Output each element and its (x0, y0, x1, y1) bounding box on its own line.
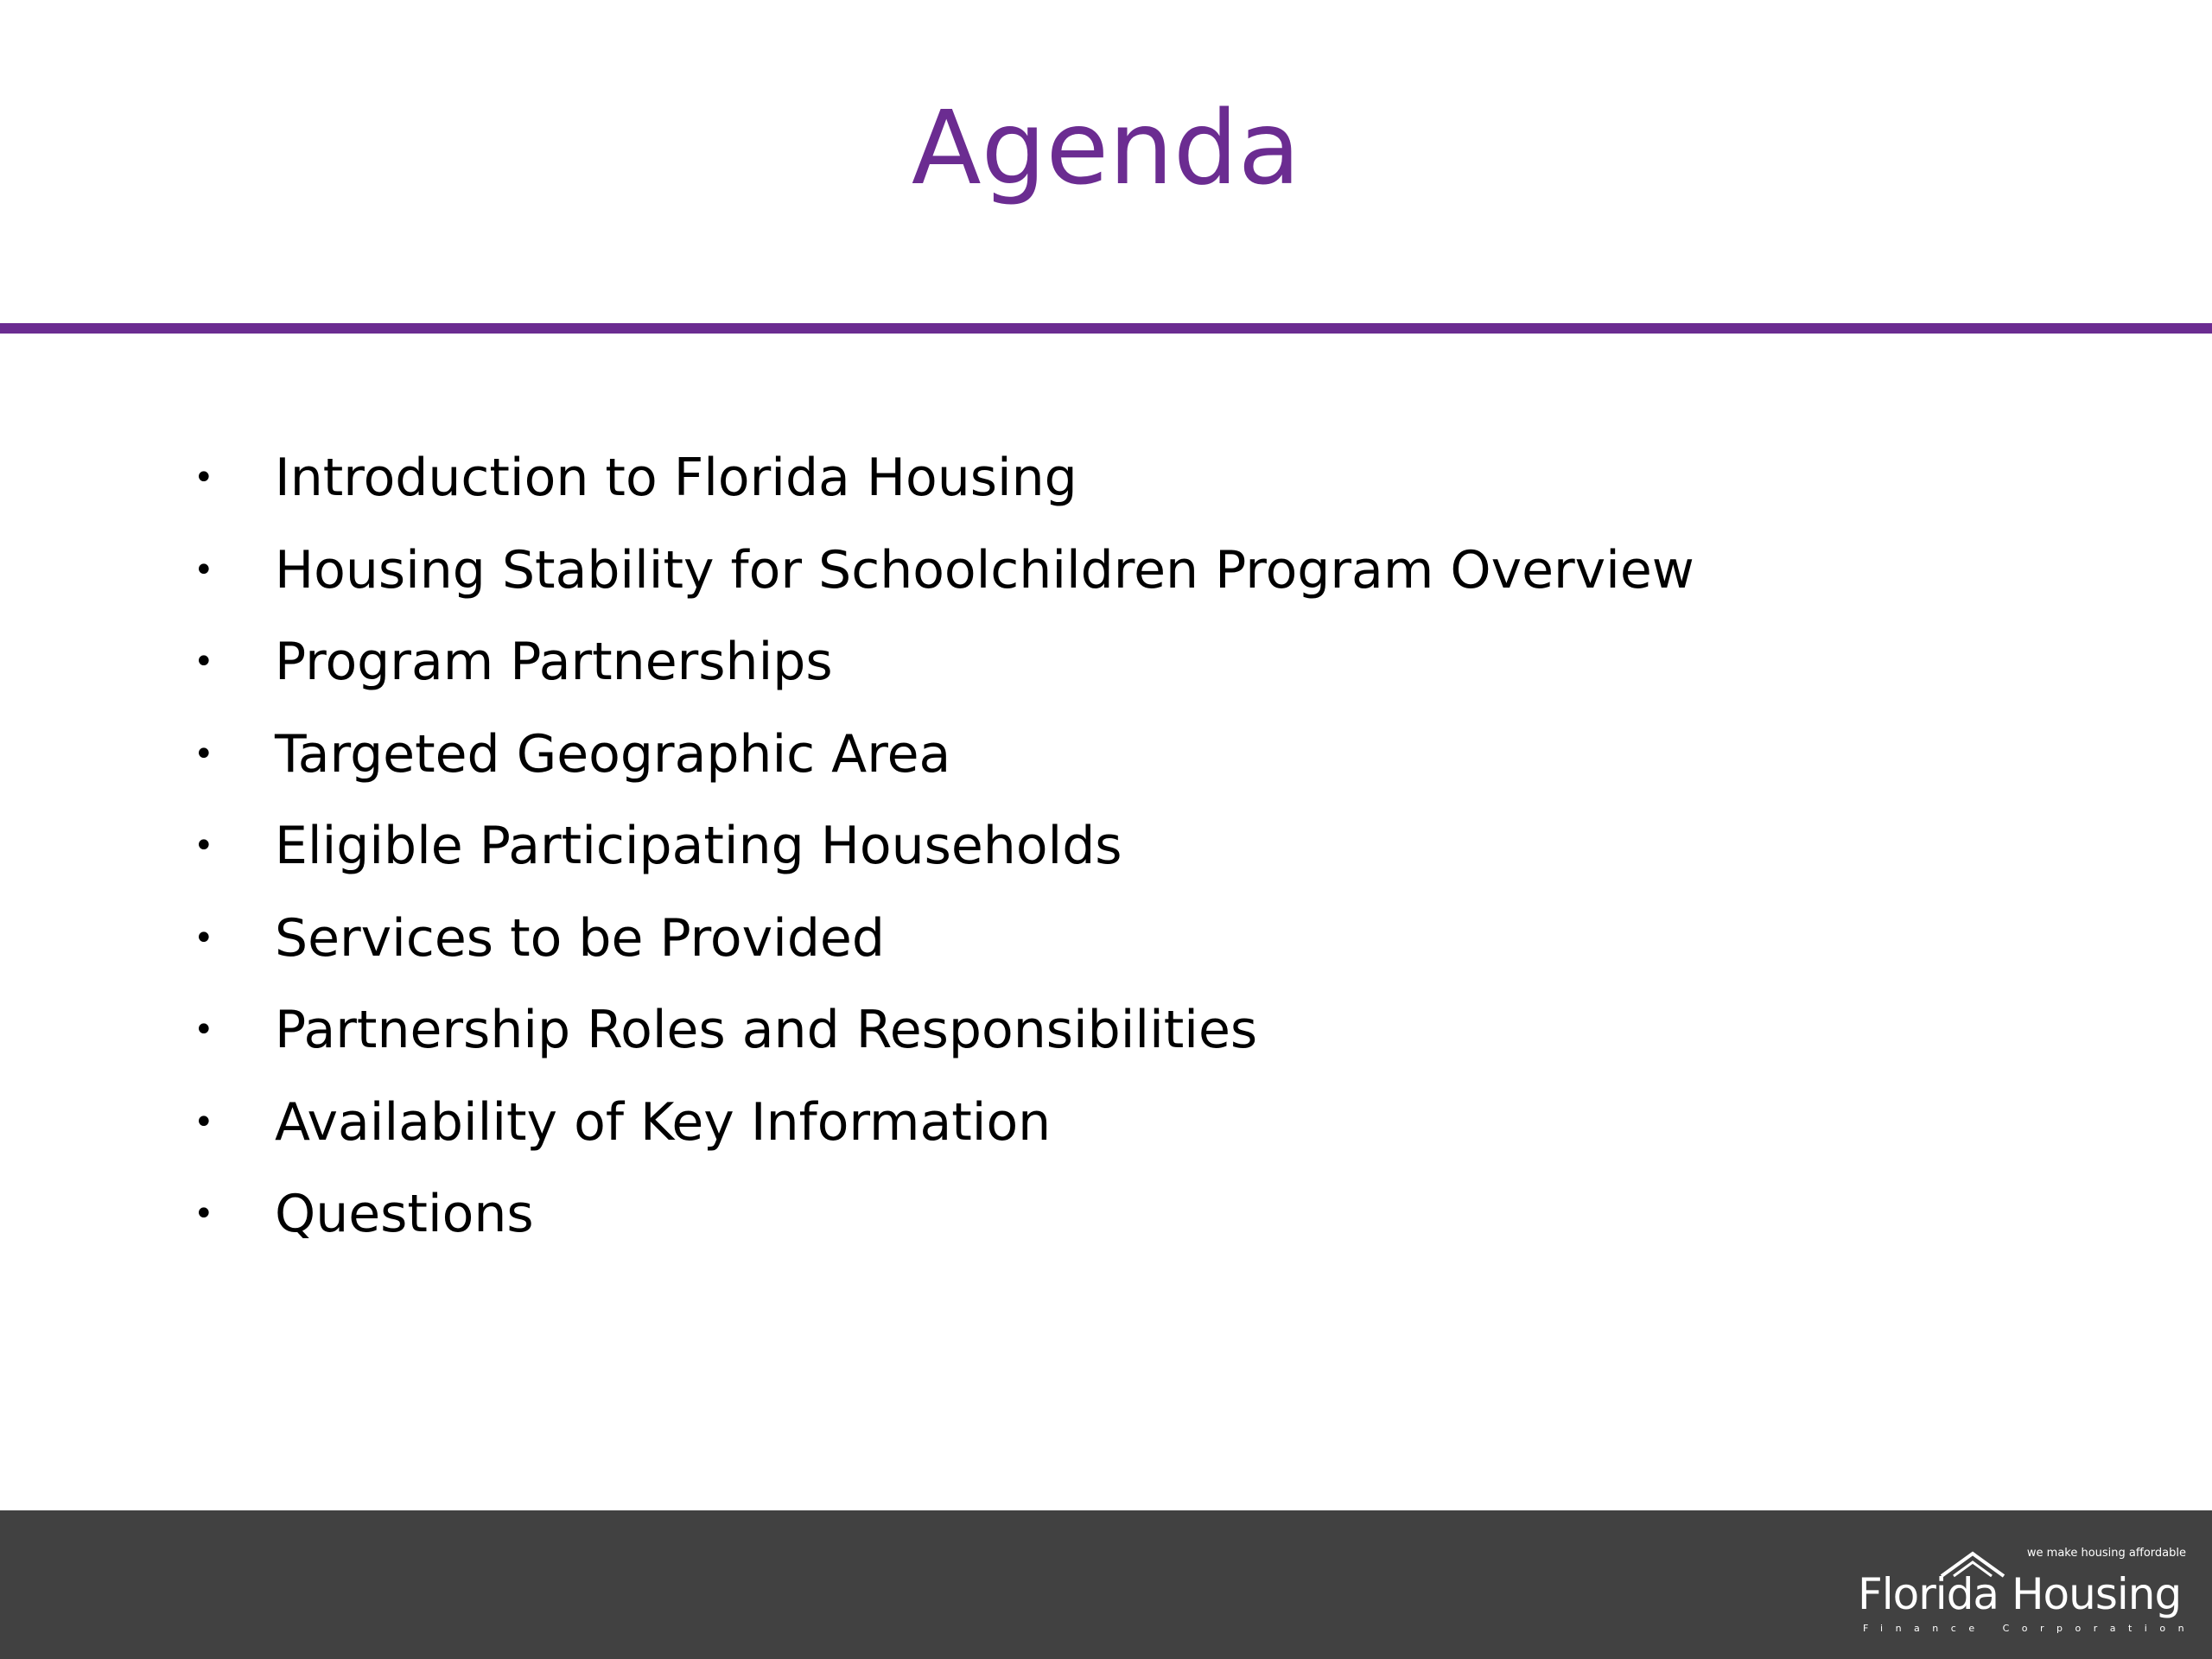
bullet-icon: • (194, 734, 214, 774)
agenda-item-text: Services to be Provided (275, 907, 885, 969)
agenda-item-text: Partnership Roles and Responsibilities (275, 1000, 1258, 1061)
footer-bar (0, 1510, 2212, 1659)
bullet-icon: • (194, 918, 214, 958)
agenda-item (190, 524, 1694, 617)
logo-name: Florida Housing (1858, 1569, 2182, 1619)
florida-housing-logo (1858, 1547, 2197, 1642)
agenda-item (190, 984, 1694, 1077)
bullet-icon: • (194, 1102, 214, 1142)
logo-subtitle: Finance Corporation (1863, 1623, 2197, 1634)
agenda-item (190, 800, 1694, 893)
title-divider (0, 323, 2212, 334)
agenda-item-text: Questions (275, 1184, 534, 1245)
agenda-item (190, 616, 1694, 709)
bullet-icon: • (194, 642, 214, 683)
agenda-item-text: Program Partnerships (275, 632, 833, 693)
agenda-item (190, 432, 1694, 524)
agenda-list (190, 432, 1694, 1261)
logo-tagline: we make housing affordable (2026, 1547, 2186, 1560)
agenda-item (190, 893, 1694, 985)
agenda-item (190, 1077, 1694, 1169)
bullet-icon: • (194, 826, 214, 867)
agenda-item-text: Targeted Geographic Area (275, 723, 951, 785)
bullet-icon: • (194, 1194, 214, 1235)
bullet-icon: • (194, 458, 214, 499)
agenda-item (190, 709, 1694, 801)
bullet-icon: • (194, 550, 214, 590)
slide-title: Agenda (911, 88, 1301, 207)
agenda-item-text: Eligible Participating Households (275, 816, 1122, 877)
agenda-item-text: Introduction to Florida Housing (275, 448, 1077, 509)
agenda-item-text: Housing Stability for Schoolchildren Program Overview (275, 539, 1694, 601)
agenda-item (190, 1168, 1694, 1261)
agenda-item-text: Availability of Key Information (275, 1091, 1052, 1153)
bullet-icon: • (194, 1010, 214, 1051)
